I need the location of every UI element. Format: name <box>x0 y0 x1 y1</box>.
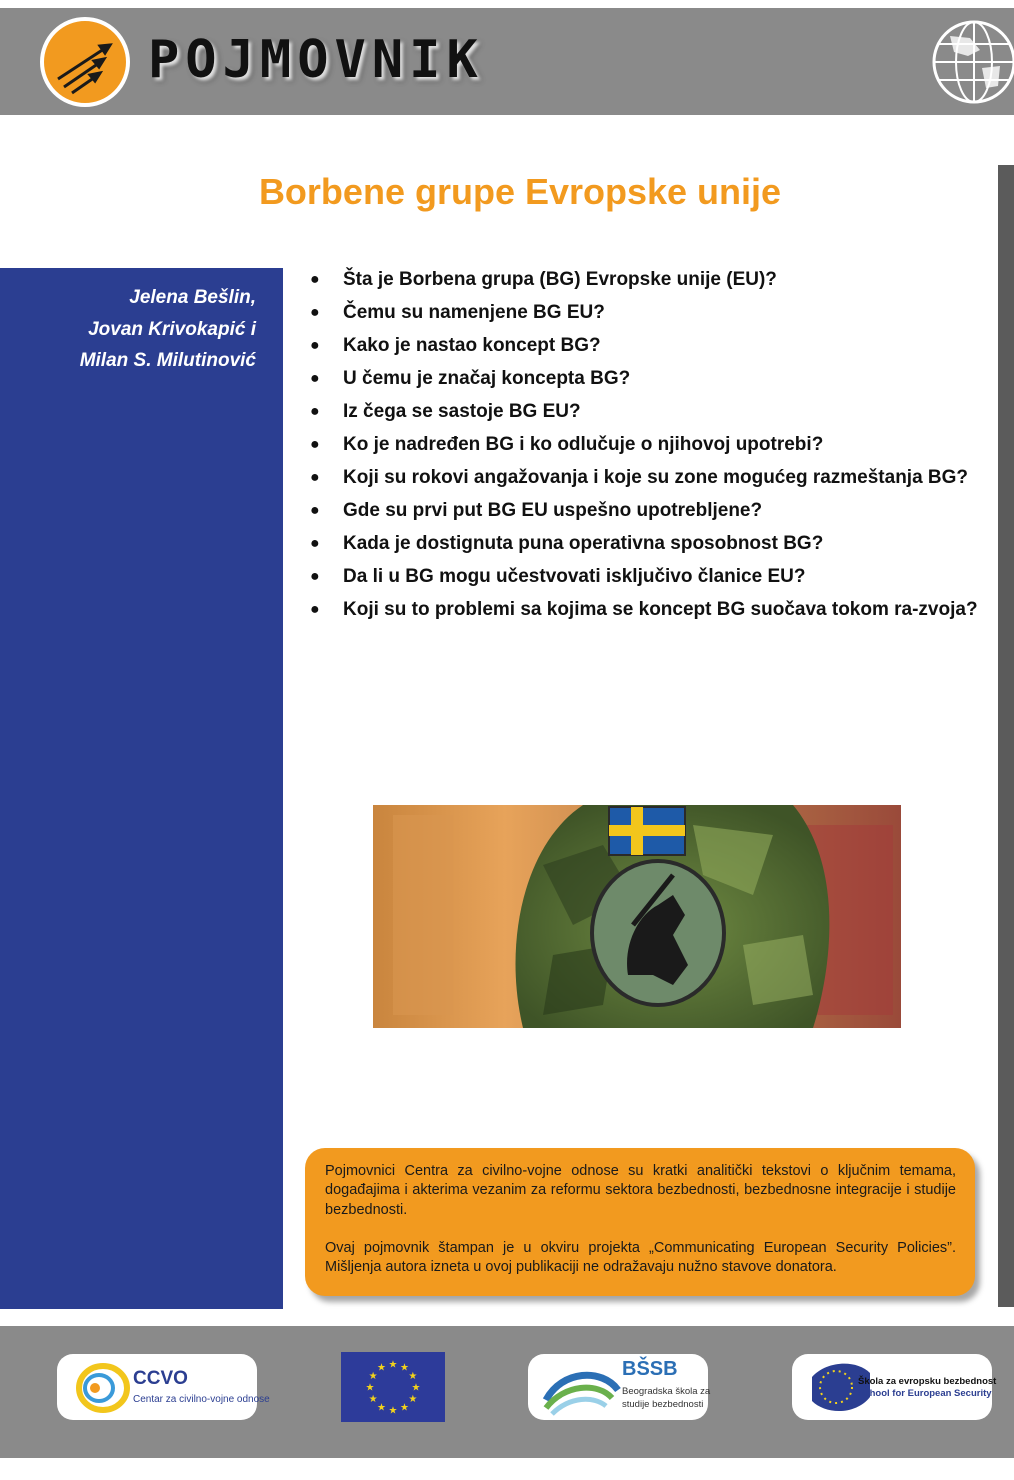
authors-block <box>20 282 256 377</box>
info-paragraph: Pojmovnici Centra za civilno-vojne odnose su kratki analitički tekstovi o ključnim temama, događajima i akterima vezanim za reformu sektora bezbednosti, bezbednosne integracije i studije bezbednosti. <box>325 1163 956 1218</box>
eu-star-icon: ★ <box>411 1382 421 1394</box>
ses-name-en: School for European Security <box>858 1388 992 1399</box>
ccvo-logo-card <box>57 1354 270 1420</box>
question-text: Čemu su namenjene BG EU? <box>343 302 605 323</box>
bullet-icon: ● <box>310 403 320 420</box>
question-text: Koji su to problemi sa kojima se koncept BG suočava tokom ra-zvoja? <box>343 599 978 620</box>
bullet-icon: ● <box>310 469 320 486</box>
eu-star-icon: ★ <box>377 1362 386 1374</box>
list-item <box>308 593 980 626</box>
bullet-icon: ● <box>310 535 320 552</box>
ccvo-subtitle: Centar za civilno-vojne odnose <box>133 1394 270 1405</box>
question-text: Ko je nadređen BG i ko odlučuje o njihovoj upotrebi? <box>343 434 824 455</box>
ccvo-logo-icon <box>73 1358 133 1418</box>
list-item <box>308 296 980 329</box>
authors-panel <box>0 268 283 1309</box>
question-text: U čemu je značaj koncepta BG? <box>343 368 631 389</box>
orange-arrows-logo-icon <box>40 17 130 107</box>
right-edge-bar <box>998 165 1014 1307</box>
eu-flag-icon <box>341 1352 445 1422</box>
globe-icon <box>930 16 1014 108</box>
bullet-icon: ● <box>310 601 320 618</box>
list-item <box>308 395 980 428</box>
eu-star-icon: ★ <box>408 1371 418 1382</box>
eu-star-icon: ★ <box>368 1394 378 1405</box>
question-text: Koji su rokovi angažovanja i koje su zone mogućeg razmeštanja BG? <box>343 467 969 488</box>
list-item <box>308 560 980 593</box>
bssb-name: BŠSB <box>622 1358 678 1380</box>
info-paragraph: Ovaj pojmovnik štampan je u okviru projekta „Communicating European Security Policies”. Mišljenja autora izneta u ovoj publikaciji ne odražavaju nužno stavove donatora. <box>325 1239 956 1276</box>
question-text: Iz čega se sastoje BG EU? <box>343 401 581 422</box>
eu-star-icon: ★ <box>377 1402 386 1414</box>
list-item <box>308 461 980 494</box>
questions-list <box>308 263 980 626</box>
eu-star-icon: ★ <box>400 1362 409 1374</box>
bssb-subtitle-1: Beogradska škola za <box>622 1386 711 1397</box>
ses-logo-icon <box>806 1357 876 1417</box>
ses-name-sr: Škola za evropsku bezbednost <box>858 1376 997 1387</box>
bullet-icon: ● <box>310 436 320 453</box>
bullet-icon: ● <box>310 304 320 321</box>
author-line: Milan S. Milutinović <box>79 350 256 371</box>
list-item <box>308 527 980 560</box>
bullet-icon: ● <box>310 271 320 288</box>
bullet-icon: ● <box>310 568 320 585</box>
question-text: Šta je Borbena grupa (BG) Evropske unije (EU)? <box>343 269 777 290</box>
ses-logo-card <box>792 1354 997 1420</box>
bullet-icon: ● <box>310 337 320 354</box>
question-text: Da li u BG mogu učestvovati isključivo članice EU? <box>343 566 806 587</box>
author-line: Jovan Krivokapić i <box>88 318 256 340</box>
list-item <box>308 494 980 527</box>
bssb-logo-card <box>528 1354 711 1420</box>
bssb-subtitle-2: studije bezbednosti <box>622 1399 704 1410</box>
eu-star-icon: ★ <box>388 1359 398 1371</box>
list-item <box>308 263 980 296</box>
eu-star-icon: ★ <box>408 1394 418 1405</box>
brand-title: POJMOVNIK <box>148 30 484 90</box>
info-text <box>325 1162 956 1296</box>
bssb-logo-icon <box>542 1360 622 1420</box>
battlegroup-patch-photo <box>373 805 901 1028</box>
question-text: Kako je nastao koncept BG? <box>343 335 601 356</box>
list-item <box>308 329 980 362</box>
eu-star-icon: ★ <box>365 1382 375 1394</box>
eu-star-icon: ★ <box>388 1405 398 1417</box>
question-text: Kada je dostignuta puna operativna sposobnost BG? <box>343 533 824 554</box>
ccvo-name: CCVO <box>133 1368 188 1389</box>
bullet-icon: ● <box>310 370 320 387</box>
eu-star-icon: ★ <box>400 1402 409 1414</box>
eu-star-icon: ★ <box>368 1371 378 1382</box>
author-line: Jelena Bešlin, <box>129 287 256 308</box>
question-text: Gde su prvi put BG EU uspešno upotrebljene? <box>343 500 763 521</box>
bullet-icon: ● <box>310 502 320 519</box>
list-item <box>308 362 980 395</box>
page-title: Borbene grupe Evropske unije <box>258 171 782 212</box>
list-item <box>308 428 980 461</box>
